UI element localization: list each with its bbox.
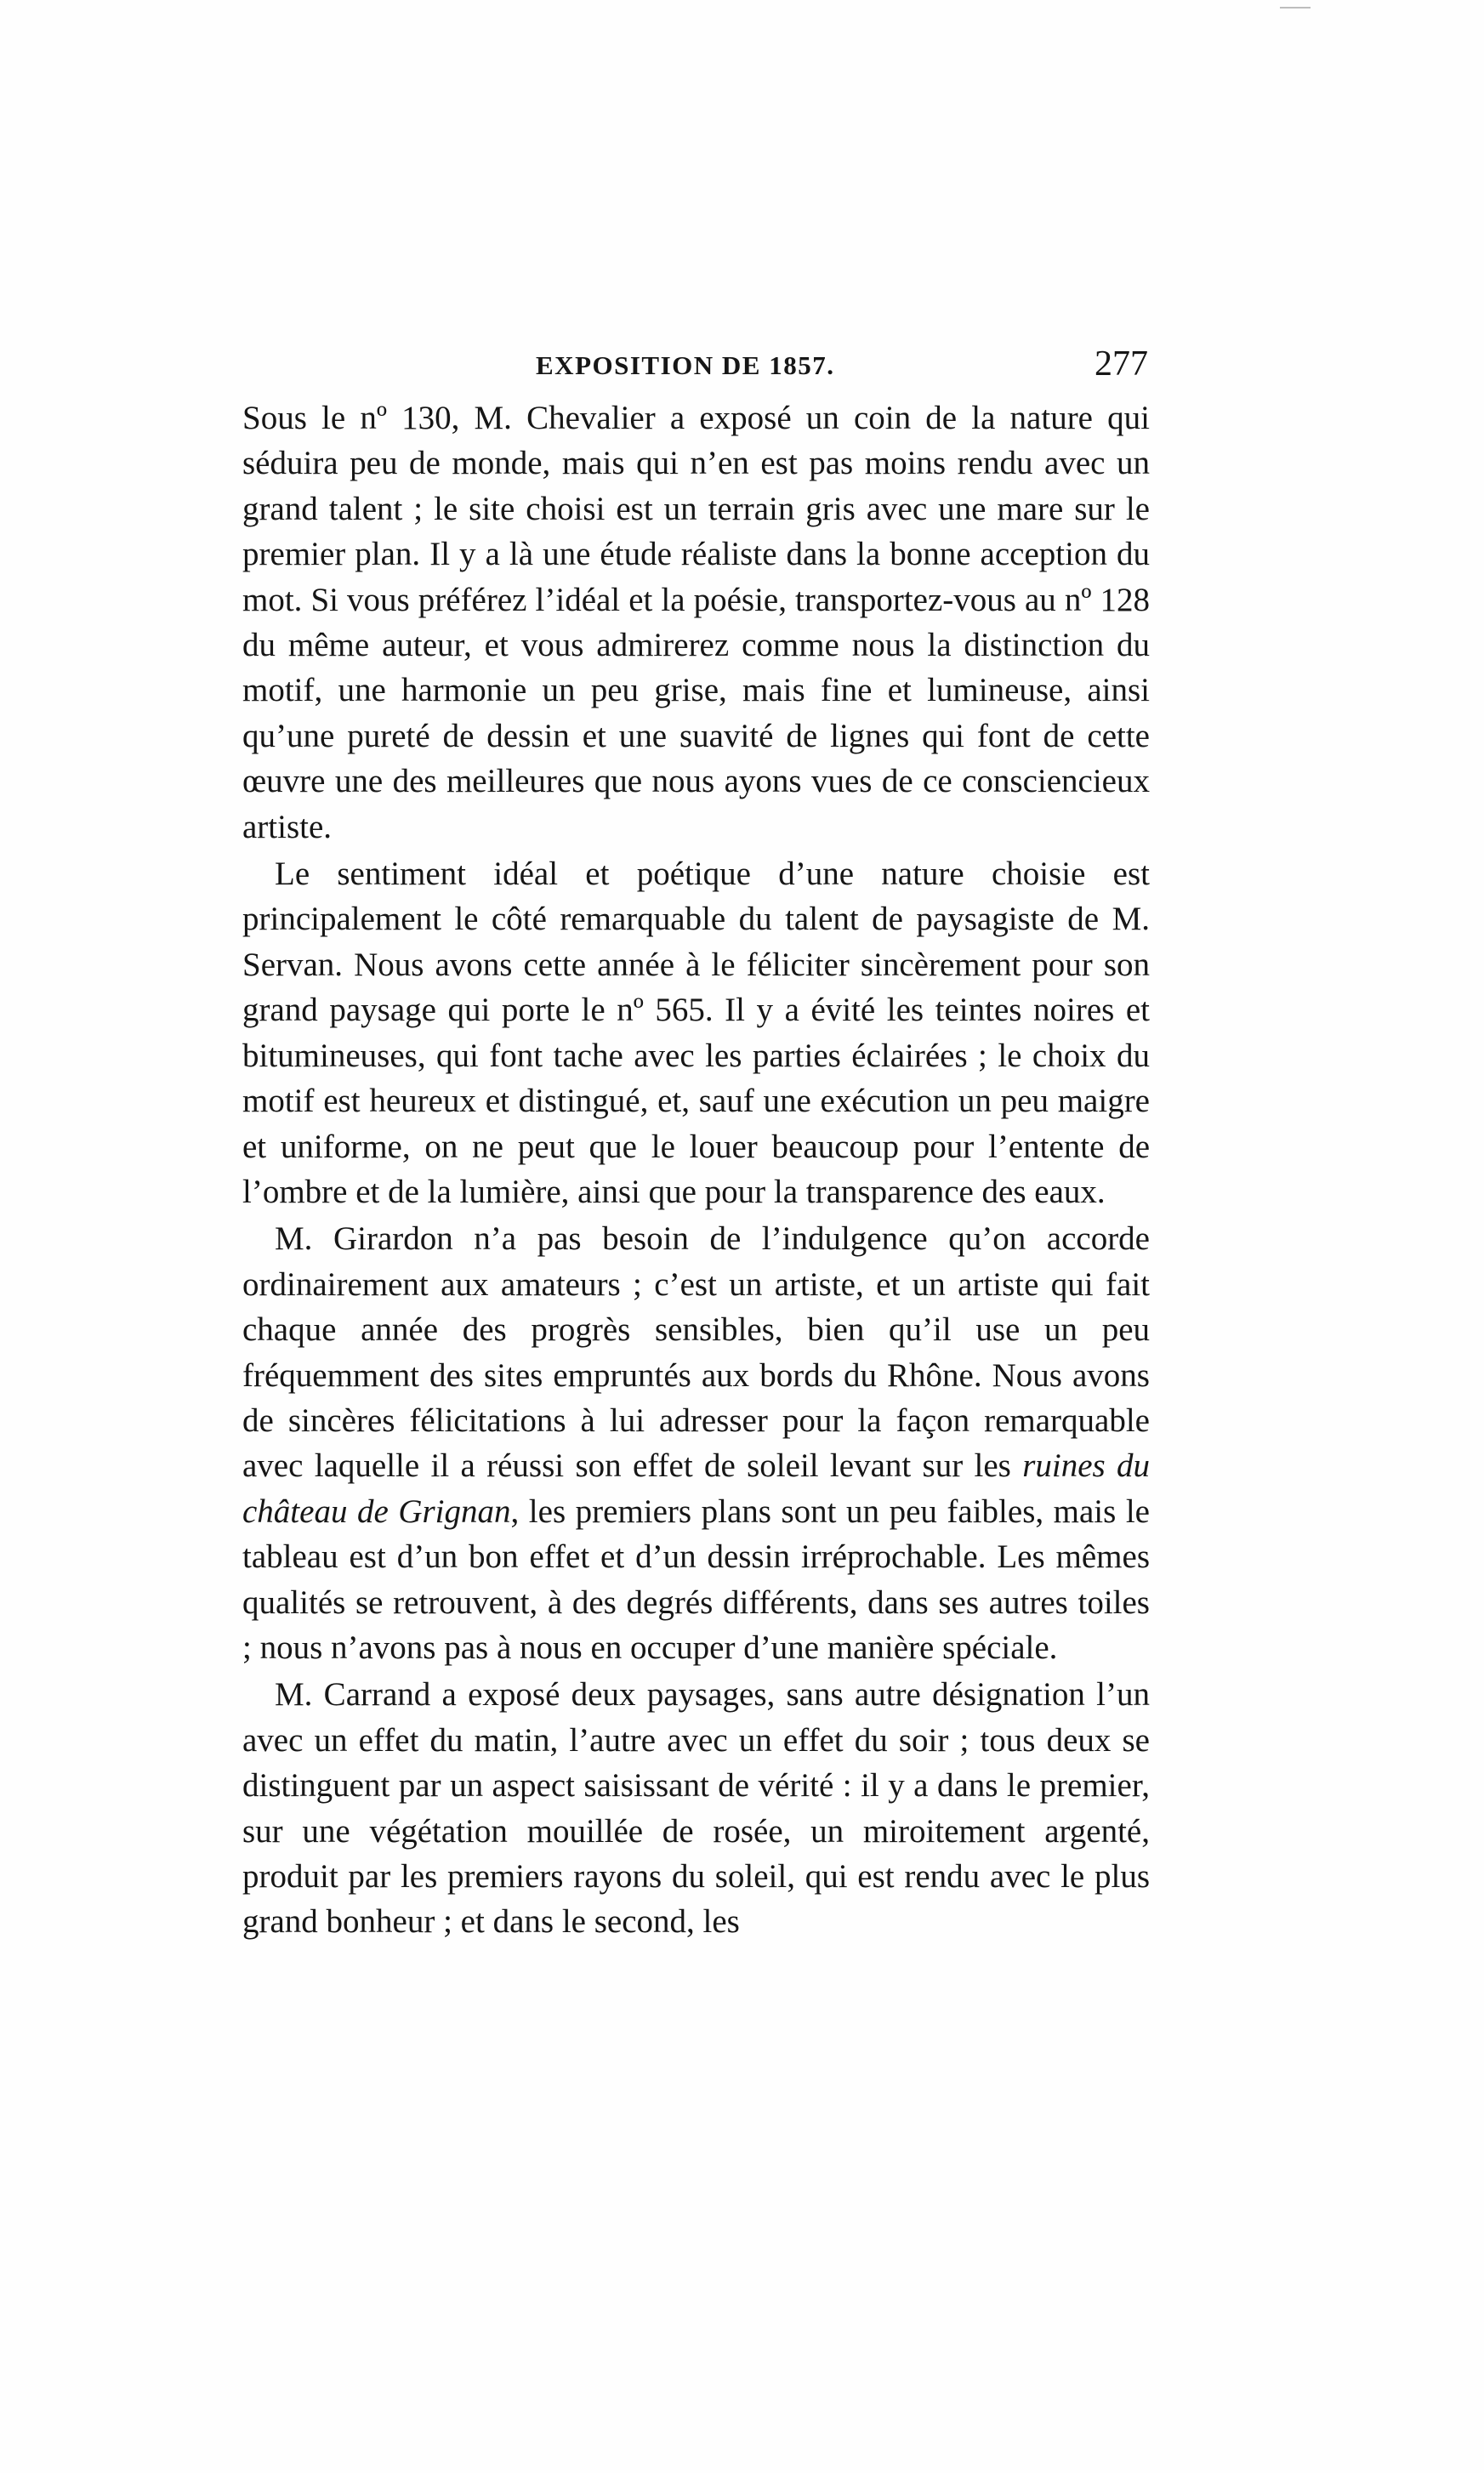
page-edge-mark [1280, 7, 1311, 9]
paragraph-carrand: M. Carrand a exposé deux paysages, sans autre désignation l’un avec un effet du matin, l’autre avec un effet du soir ; tous deux se distinguent par un aspect saisissant de vérité : il y a dans le premier, sur une végétation mouillée de rosée, un miroitement argenté, produit par les premiers rayons du soleil, qui est rendu avec le plus grand bonheur ; et dans le second, les [242, 1676, 1150, 1941]
running-title: EXPOSITION DE 1857. [536, 350, 835, 380]
painting-title: ruines du château de Grignan [242, 1447, 1151, 1530]
paragraph-chevalier: Sous le nº 130, M. Chevalier a exposé un coin de la nature qui séduira peu de monde, mais qui n’en est pas moins rendu avec un grand talent ; le site choisi est un terrain gris avec une mare sur le premier plan. Il y a là une étude réaliste dans la bonne acception du mot. Si vous préférez l’idéal et la poésie, transportez-vous au nº 128 du même auteur, et vous admirerez comme nous la distinction du motif, une harmonie un peu grise, mais fine et lumineuse, ainsi qu’une pureté de dessin et une suavité de lignes qui font de cette œuvre une des meilleures que nous ayons vues de ce consciencieux artiste. [242, 400, 1150, 845]
paragraph-servan: Le sentiment idéal et poétique d’une nature choisie est principalement le côté remarquable du talent de paysagiste de M. Servan. Nous avons cette année à le féliciter sincèrement pour son grand paysage qui porte le nº 565. Il y a évité les teintes noires et bitumineuses, qui font tache avec les parties éclairées ; le choix du motif est heureux et distingué, et, sauf une exécution un peu maigre et uniforme, on ne peut que le louer beaucoup pour l’entente de l’ombre et de la lumière, ainsi que pour la transparence des eaux. [242, 856, 1150, 1210]
paragraph-girardon-text-1: M. Girardon n’a pas besoin de l’indulgence qu’on accorde ordinairement aux amateurs ; c’est un artiste, et un artiste qui fait chaque année des progrès sensibles, bien qu’il use un peu fréquemment des sites empruntés aux bords du Rhône. Nous avons de sincères félicitations à lui adresser pour la façon remarquable avec laquelle il a réussi son effet de soleil levant sur les [242, 1220, 1150, 1485]
page-number: 277 [1095, 344, 1148, 384]
paragraph-girardon [242, 1216, 1150, 1670]
body-text [242, 395, 1150, 1945]
running-head [242, 344, 1148, 395]
paragraph-girardon-text-2: , les premiers plans sont un peu faibles, mais le tableau est d’un bon effet et d’un dessin irréprochable. Les mêmes qualités se retrouvent, à des degrés différents, dans ses autres toiles ; nous n’avons pas à nous en occuper d’une manière spéciale. [242, 1492, 1150, 1666]
